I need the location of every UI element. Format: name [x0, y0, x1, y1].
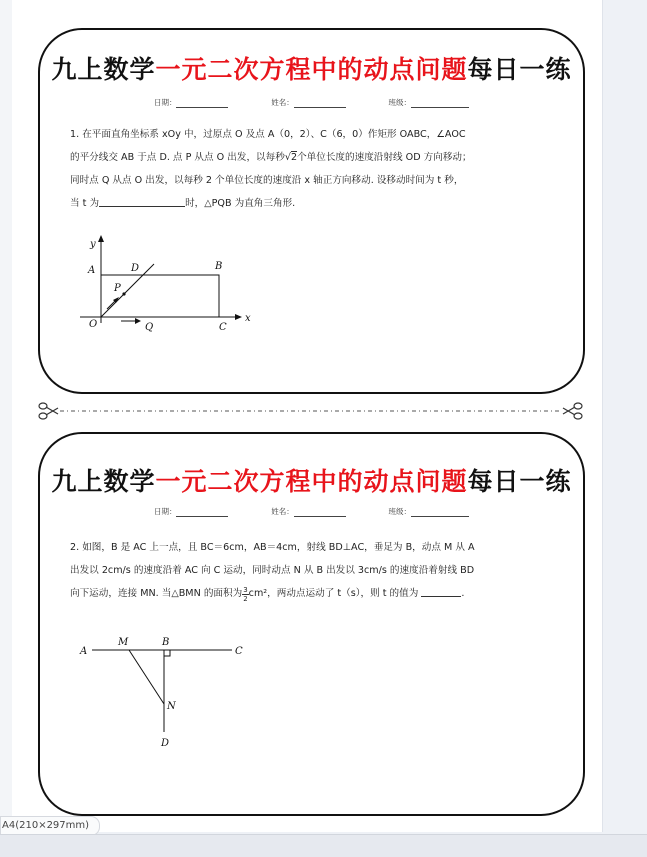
- label-x: x: [245, 313, 251, 324]
- exercise-card-2: [38, 432, 585, 816]
- label-q: Q: [145, 322, 154, 333]
- question-line: 的平分线交 AB 于点 D. 点 P 从点 O 出发，以每秒√2个单位长度的速度沿射线 OD 方向移动；: [70, 152, 472, 163]
- question-line: 1. 在平面直角坐标系 xOy 中，过原点 O 及点 A（0，2）、C（6，0）作矩形 OABC，∠AOC: [70, 129, 466, 140]
- label-b: B: [162, 637, 170, 648]
- text-segment: 个单位长度的速度沿射线 OD 方向移动；: [297, 152, 472, 163]
- fraction-denominator: 2: [243, 595, 248, 603]
- name-label: 姓名：: [271, 98, 294, 107]
- title-part: 九上数学: [51, 55, 156, 84]
- card-title: [40, 50, 583, 86]
- title-highlight: 一元二次方程中的动点问题: [155, 467, 468, 496]
- text-segment: 向下运动，连接 MN. 当△BMN 的面积为: [70, 588, 243, 599]
- x-arrowhead: [235, 314, 242, 320]
- text-segment: .: [461, 588, 465, 599]
- rectangle-oabc: [101, 275, 219, 317]
- arrow-q-head: [135, 318, 141, 324]
- label-m: M: [118, 637, 129, 648]
- text-segment: 时，△PQB 为直角三角形.: [185, 198, 296, 209]
- meta-row: [40, 506, 583, 517]
- text-segment: 当 t 为: [70, 198, 100, 209]
- scissors-icon: [563, 403, 582, 419]
- title-highlight: 一元二次方程中的动点问题: [155, 55, 468, 84]
- meta-row: [40, 97, 583, 108]
- label-n: N: [167, 701, 176, 712]
- question-1-text: [70, 123, 565, 215]
- answer-blank: [421, 586, 461, 597]
- class-label: 班级：: [388, 507, 412, 516]
- label-c: C: [219, 322, 227, 333]
- question-line: [70, 582, 565, 605]
- date-blank: [176, 516, 228, 517]
- name-label: 姓名：: [271, 507, 294, 516]
- bottom-bar: [0, 834, 647, 857]
- question-line: 2. 如图，B 是 AC 上一点，且 BC＝6cm，AB＝4cm，射线 BD⊥AC，垂足为 B，动点 M 从 A: [70, 542, 475, 553]
- label-d: D: [131, 263, 140, 274]
- answer-blank: [99, 196, 185, 207]
- right-angle-mark: [164, 650, 170, 656]
- date-label: 日期：: [153, 98, 177, 107]
- question-2-text: [70, 536, 565, 605]
- fraction-numerator: 3: [243, 586, 248, 594]
- label-d: D: [161, 738, 170, 749]
- bisector-od: [101, 264, 154, 317]
- label-o: O: [89, 319, 98, 330]
- name-blank: [294, 107, 346, 108]
- segment-mn: [129, 650, 164, 704]
- label-y: y: [90, 239, 96, 250]
- name-blank: [294, 516, 346, 517]
- label-p: P: [114, 283, 121, 294]
- title-part: 每日一练: [467, 55, 572, 84]
- class-blank: [411, 107, 469, 108]
- question-line: 出发以 2cm/s 的速度沿着 AC 向 C 运动，同时动点 N 从 B 出发以 3cm/s 的速度沿着射线 BD: [70, 565, 475, 576]
- exercise-card-1: [38, 28, 585, 394]
- point-p: [122, 292, 125, 295]
- paper-size-label: A4(210×297mm): [2, 820, 90, 831]
- label-b: B: [215, 261, 223, 272]
- label-a: A: [88, 265, 96, 276]
- cut-line: [38, 400, 583, 422]
- label-c: C: [235, 646, 243, 657]
- paper-size-indicator[interactable]: [0, 816, 100, 836]
- segment-figure: [80, 634, 260, 754]
- text-segment: cm²，两动点运动了 t（s），则 t 的值为: [248, 588, 419, 599]
- scissors-icon: [39, 403, 58, 419]
- date-blank: [176, 107, 228, 108]
- label-a: A: [80, 646, 88, 657]
- y-arrowhead: [98, 235, 104, 242]
- coordinate-figure: [80, 235, 310, 335]
- class-blank: [411, 516, 469, 517]
- card-title: [40, 462, 583, 498]
- sqrt-value: 2: [290, 152, 298, 163]
- text-segment: 的平分线交 AB 于点 D. 点 P 从点 O 出发，以每秒: [70, 152, 285, 163]
- date-label: 日期：: [153, 507, 177, 516]
- title-part: 每日一练: [467, 467, 572, 496]
- class-label: 班级：: [388, 98, 412, 107]
- question-line: [70, 192, 565, 215]
- question-line: 同时点 Q 从点 O 出发，以每秒 2 个单位长度的速度沿 x 轴正方向移动. 设移动时间为 t 秒，: [70, 175, 464, 186]
- title-part: 九上数学: [51, 467, 156, 496]
